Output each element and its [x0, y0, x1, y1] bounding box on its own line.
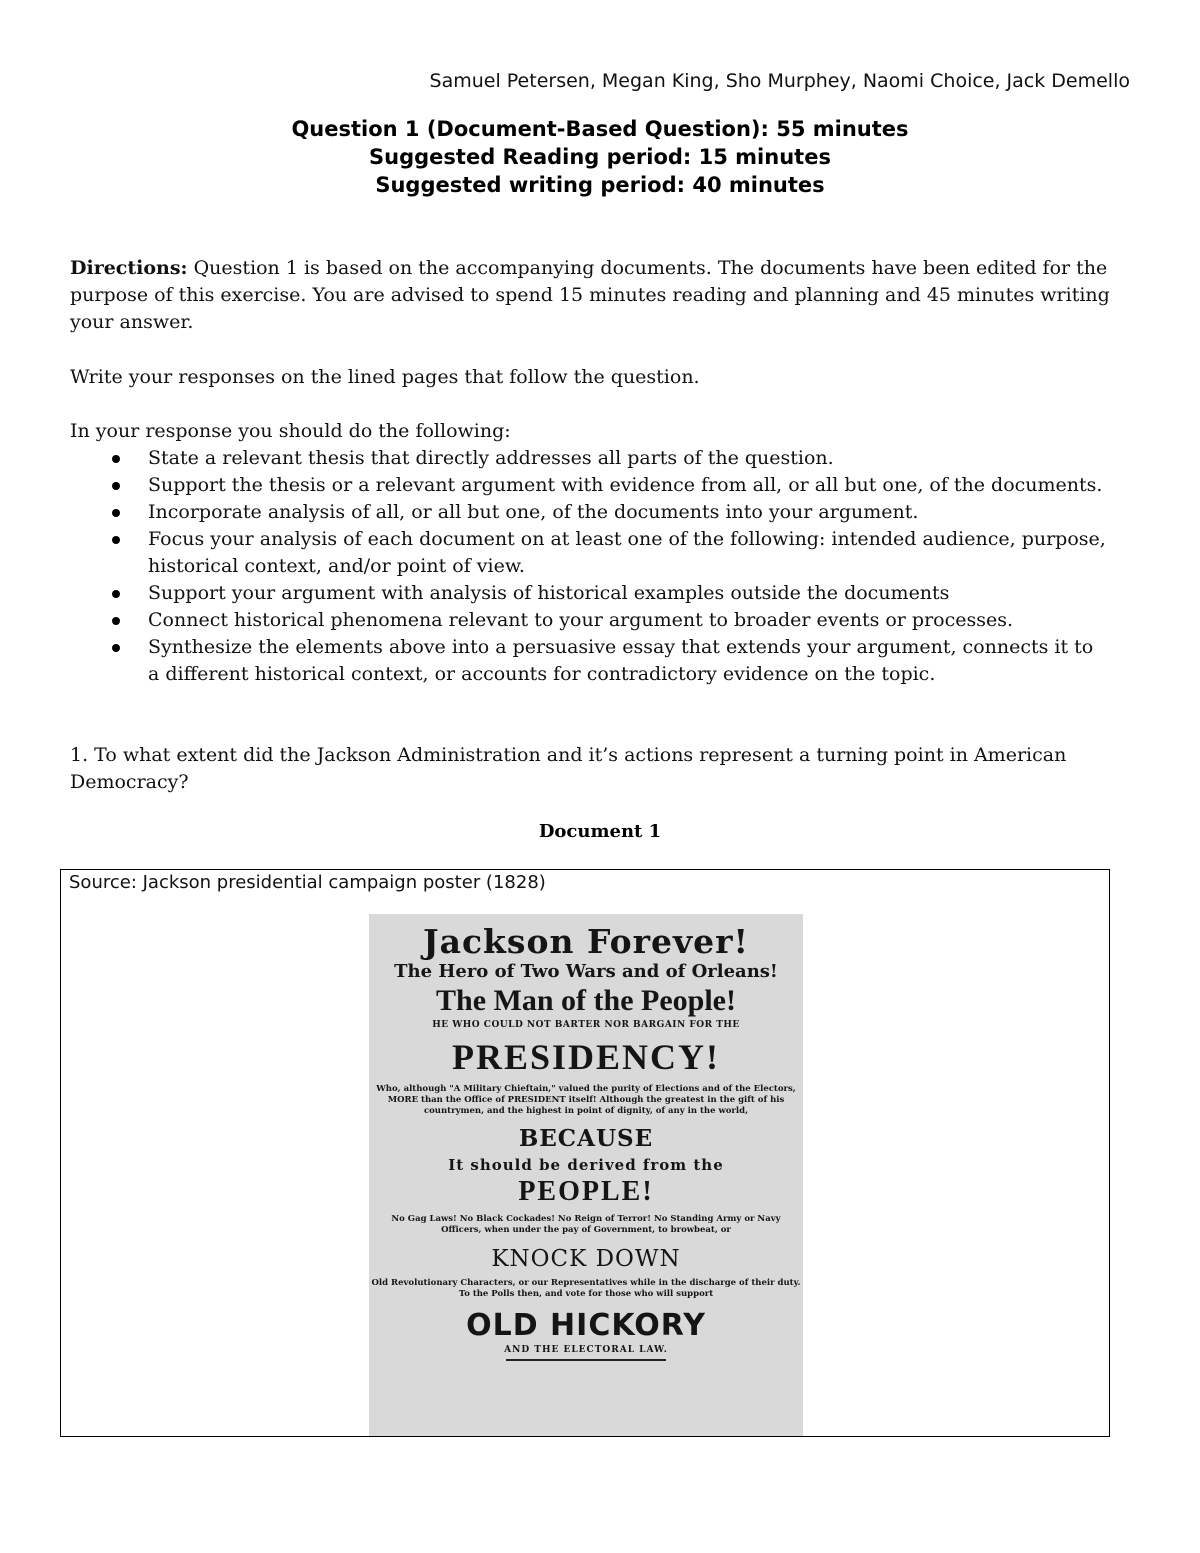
list-item-text: State a relevant thesis that directly addresses all parts of the question. [148, 447, 834, 469]
heading-line-2: Suggested Reading period: 15 minutes [369, 145, 831, 169]
poster-line: PRESIDENCY! [451, 1037, 721, 1077]
list-item [108, 472, 1108, 499]
list-item [108, 499, 1108, 526]
document-source: Source: Jackson presidential campaign poster (1828) [69, 872, 546, 893]
poster-line: HE WHO COULD NOT BARTER NOR BARGAIN FOR THE [432, 1020, 740, 1030]
question-heading [0, 115, 1200, 199]
poster-line: OLD HICKORY [466, 1308, 706, 1343]
list-item [108, 607, 1108, 634]
poster-line: PEOPLE! [518, 1176, 654, 1207]
poster-line: Jackson Forever! [422, 922, 750, 961]
list-item-text: Support your argument with analysis of historical examples outside the documents [148, 582, 950, 604]
heading-line-1: Question 1 (Document-Based Question): 55 minutes [291, 117, 909, 141]
essay-question: 1. To what extent did the Jackson Administration and it’s actions represent a turning point in American Democracy? [70, 744, 1067, 793]
list-item [108, 526, 1108, 580]
list-item-text: Support the thesis or a relevant argument with evidence from all, or all but one, of the documents. [148, 474, 1103, 496]
bullet-icon [112, 617, 120, 625]
list-item [108, 580, 1108, 607]
bullet-icon [112, 590, 120, 598]
bullet-icon [112, 509, 120, 517]
campaign-poster-image [369, 914, 803, 1436]
document-title: Document 1 [538, 821, 662, 842]
poster-line: Old Revolutionary Characters, or our Representatives while in the discharge of their duty. To the Polls then, and vote for those who will support [371, 1278, 801, 1299]
poster-line: It should be derived from the [448, 1156, 724, 1174]
response-intro: In your response you should do the following: [70, 420, 511, 442]
list-item-text: Incorporate analysis of all, or all but one, of the documents into your argument. [148, 501, 919, 523]
requirements-list [108, 445, 1108, 688]
poster-line: BECAUSE [518, 1125, 654, 1152]
poster-line: AND THE ELECTORAL LAW. [504, 1345, 668, 1355]
bullet-icon [112, 455, 120, 463]
directions-text: Question 1 is based on the accompanying documents. The documents have been edited for the purpose of this exercise. You are advised to spend 15 minutes reading and planning and 45 minutes writing your answer. [70, 257, 1110, 333]
poster-line: The Man of the People! [436, 984, 736, 1017]
poster-line: No Gag Laws! No Black Cockades! No Reign of Terror! No Standing Army or Navy Officers, when under the pay of Government, to browbeat, or [391, 1214, 781, 1235]
bullet-icon [112, 482, 120, 490]
write-instruction: Write your responses on the lined pages that follow the question. [70, 366, 700, 388]
document-box [60, 869, 1110, 1437]
list-item [108, 445, 1108, 472]
list-item [108, 634, 1108, 688]
poster-rule [506, 1359, 666, 1361]
poster-line: The Hero of Two Wars and of Orleans! [394, 961, 778, 982]
directions-paragraph [70, 255, 1130, 336]
heading-line-3: Suggested writing period: 40 minutes [375, 173, 825, 197]
list-item-text: Focus your analysis of each document on at least one of the following: intended audience, purpose, historical context, and/or point of view. [148, 528, 1106, 577]
directions-label: Directions: [70, 257, 188, 279]
list-item-text: Synthesize the elements above into a persuasive essay that extends your argument, connects it to a different historical context, or accounts for contradictory evidence on the topic. [148, 636, 1094, 685]
list-item-text: Connect historical phenomena relevant to your argument to broader events or processes. [148, 609, 1014, 631]
authors-line: Samuel Petersen, Megan King, Sho Murphey, Naomi Choice, Jack Demello [429, 70, 1130, 92]
poster-line: KNOCK DOWN [491, 1246, 681, 1272]
poster-line: Who, although "A Military Chieftain," valued the purity of Elections and of the Electors, MORE than the Office of PRESIDENT itself! Although the greatest in the gift of his countrymen, and the highest in point of dignity, of any in the world, [376, 1084, 796, 1116]
bullet-icon [112, 644, 120, 652]
bullet-icon [112, 536, 120, 544]
